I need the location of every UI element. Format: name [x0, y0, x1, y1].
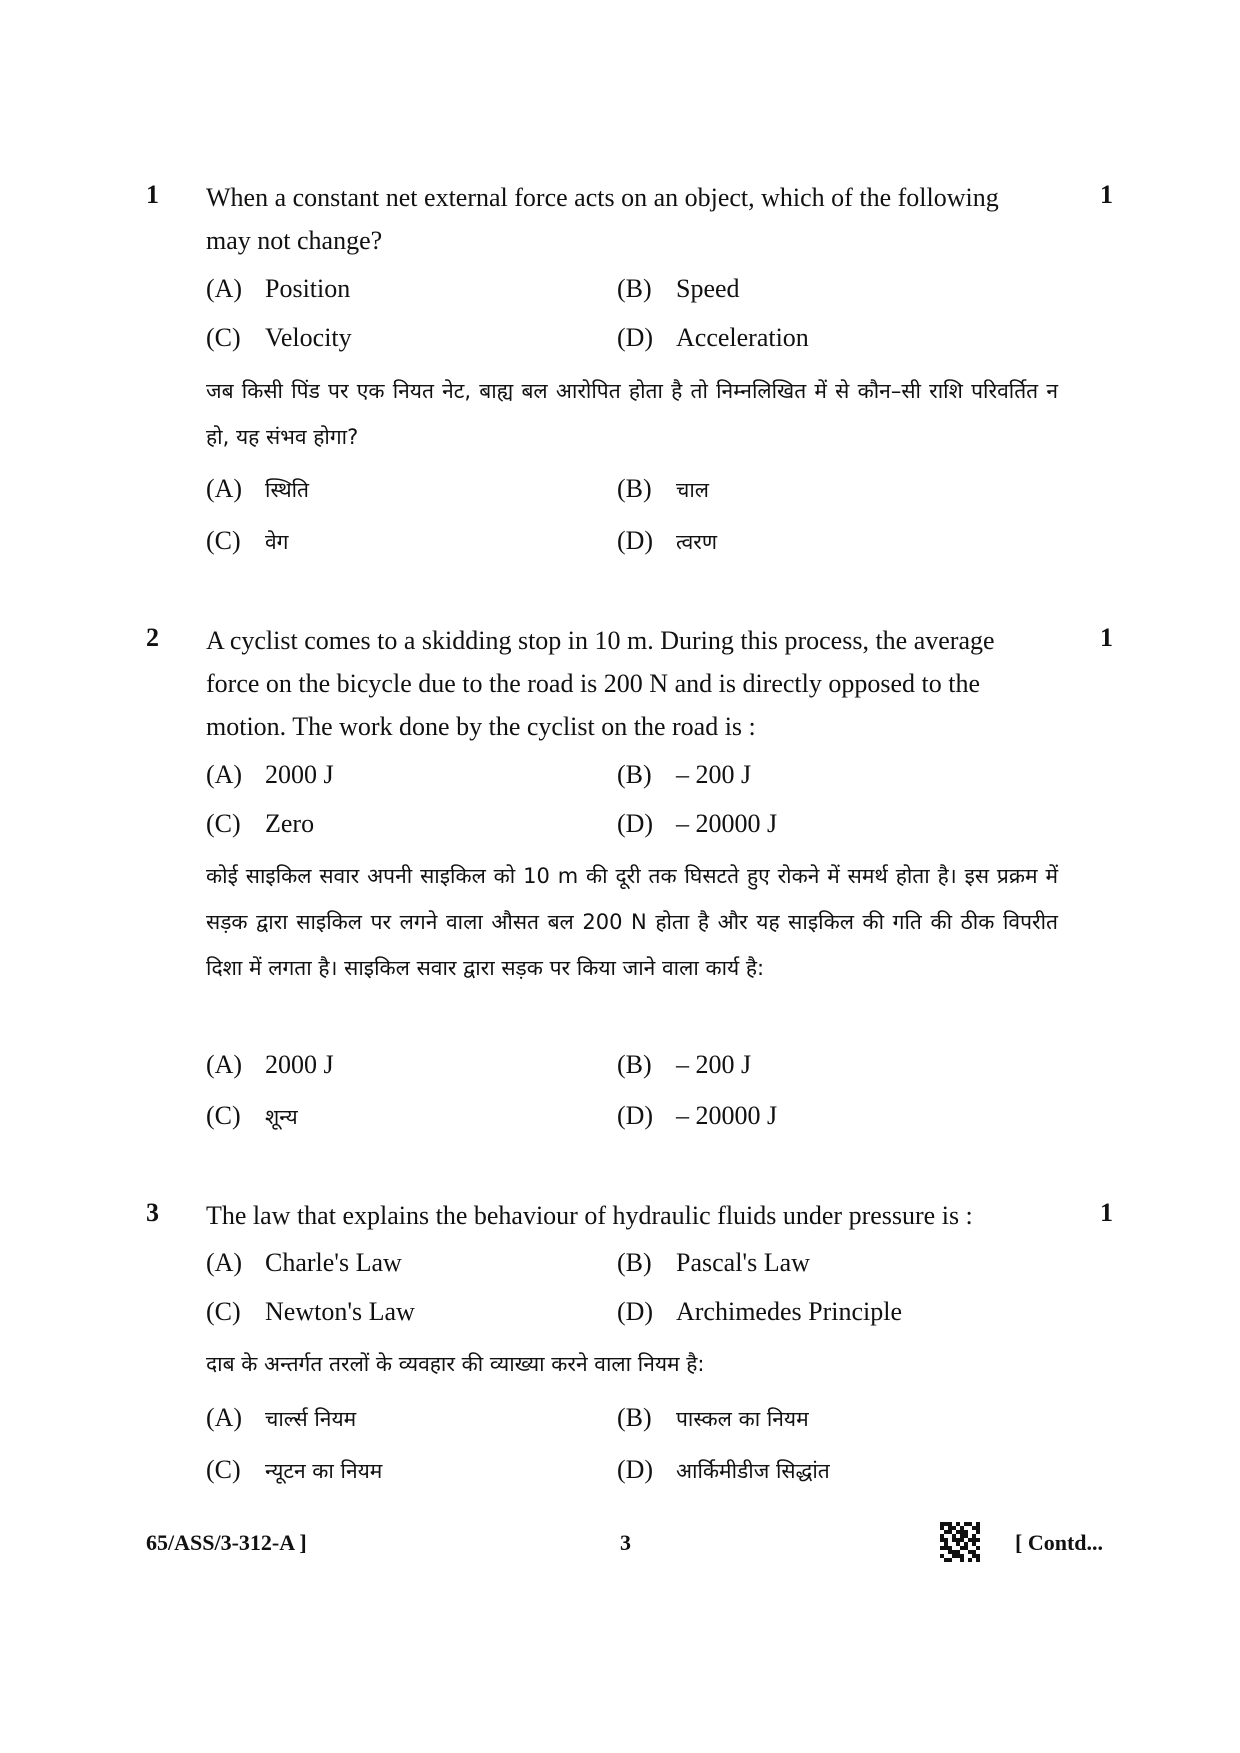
option-b-en: (B) – 200 J	[617, 760, 752, 789]
option-b-hi: (B) चाल	[617, 474, 710, 503]
option-d-en: (D) Acceleration	[617, 323, 809, 352]
question-marks: 1	[1100, 623, 1113, 652]
option-c-en: (C) Zero	[206, 809, 315, 838]
option-c-en: (C) Newton's Law	[206, 1297, 415, 1326]
paper-code: 65/ASS/3-312-A ]	[146, 1530, 307, 1555]
question-text-hi: कोई साइकिल सवार अपनी साइकिल को 10 m की दूरी तक घिसटते हुए रोकने में समर्थ होता है। इस प्रक्रम में सड़क द्वारा साइकिल पर लगने वाला औसत बल 200 N होता है और यह साइकिल की गति की ठीक विपरीत दिशा में लगता है। साइकिल सवार द्वारा सड़क पर किया जाने वाला कार्य है:	[206, 864, 1058, 980]
option-a-hi: (A) स्थिति	[206, 474, 310, 503]
question-text-en	[206, 619, 1078, 748]
question-line: When a constant net external force acts on an object, which of the following	[206, 183, 999, 212]
option-d-hi: (D) आर्किमीडीज सिद्धांत	[617, 1455, 830, 1484]
question-line: force on the bicycle due to the road is 200 N and is directly opposed to the	[206, 669, 981, 698]
question-text-en	[206, 176, 1078, 262]
option-d-hi: (D) – 20000 J	[617, 1101, 778, 1130]
option-b-hi: (B) – 200 J	[617, 1050, 752, 1079]
question-number: 2	[146, 623, 159, 652]
option-b-hi: (B) पास्कल का नियम	[617, 1403, 809, 1432]
option-a-en: (A) 2000 J	[206, 760, 334, 789]
option-c-en: (C) Velocity	[206, 323, 352, 352]
option-d-en: (D) – 20000 J	[617, 809, 778, 838]
question-text-en	[206, 1194, 1078, 1237]
option-d-en: (D) Archimedes Principle	[617, 1297, 902, 1326]
option-b-en: (B) Pascal's Law	[617, 1248, 810, 1277]
question-number: 1	[146, 180, 159, 209]
option-c-hi: (C) वेग	[206, 526, 289, 555]
question-line: may not change?	[206, 226, 383, 255]
question-marks: 1	[1100, 1198, 1113, 1227]
question-line: A cyclist comes to a skidding stop in 10 m. During this process, the average	[206, 626, 995, 655]
page-number: 3	[620, 1530, 631, 1555]
question-marks: 1	[1100, 180, 1113, 209]
question-line: The law that explains the behaviour of hydraulic fluids under pressure is :	[206, 1201, 973, 1230]
qr-code-icon	[940, 1522, 980, 1562]
continued-note: [ Contd...	[1015, 1530, 1104, 1555]
option-b-en: (B) Speed	[617, 274, 740, 303]
question-number: 3	[146, 1198, 159, 1227]
question-line: motion. The work done by the cyclist on the road is :	[206, 712, 756, 741]
option-c-hi: (C) शून्य	[206, 1101, 298, 1130]
question-text-hi: जब किसी पिंड पर एक नियत नेट, बाह्य बल आरोपित होता है तो निम्नलिखित में से कौन–सी राशि परिवर्तित न हो, यह संभव होगा?	[206, 379, 1058, 449]
option-a-en: (A) Charle's Law	[206, 1248, 402, 1277]
option-c-hi: (C) न्यूटन का नियम	[206, 1455, 383, 1484]
option-a-hi: (A) चार्ल्स नियम	[206, 1403, 357, 1432]
option-d-hi: (D) त्वरण	[617, 526, 718, 555]
option-a-hi: (A) 2000 J	[206, 1050, 334, 1079]
option-a-en: (A) Position	[206, 274, 351, 303]
question-text-hi: दाब के अन्तर्गत तरलों के व्यवहार की व्याख्या करने वाला नियम है:	[206, 1352, 705, 1376]
